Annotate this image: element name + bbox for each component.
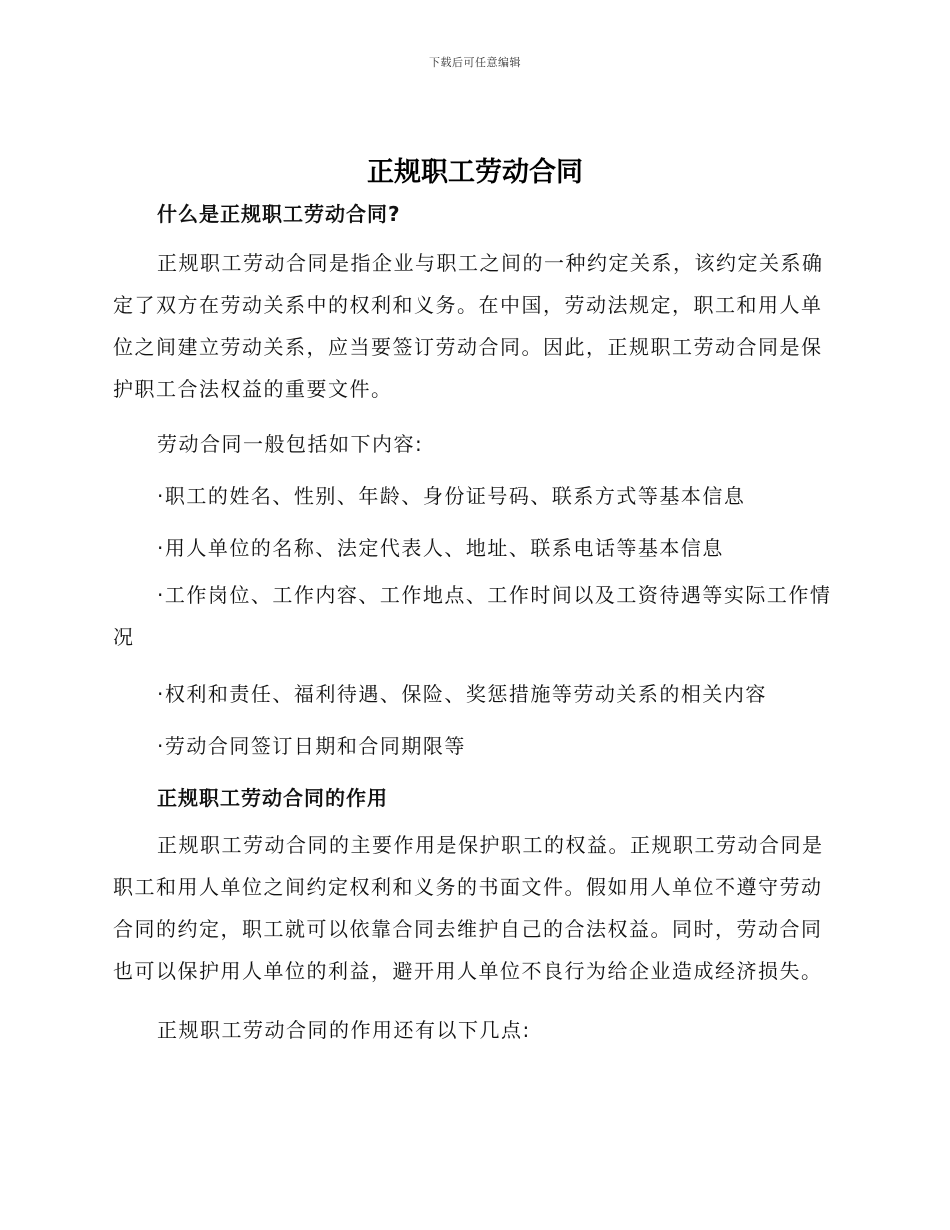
list-item: ·职工的姓名、性别、年龄、身份证号码、联系方式等基本信息 (157, 484, 746, 508)
intro-paragraph: 正规职工劳动合同是指企业与职工之间的一种约定关系，该约定关系确定了双方在劳动关系中的权利和义务。在中国，劳动法规定，职工和用人单位之间建立劳动关系，应当要签订劳动合同。因此，正规职工劳动合同是保护职工合法权益的重要文件。 (113, 251, 824, 401)
list-item: ·用人单位的名称、法定代表人、地址、联系电话等基本信息 (157, 536, 724, 560)
purpose-paragraph: 正规职工劳动合同的主要作用是保护职工的权益。正规职工劳动合同是职工和用人单位之间约定权利和义务的书面文件。假如用人单位不遵守劳动合同的约定，职工就可以依靠合同去维护自己的合法权益。同时，劳动合同也可以保护用人单位的利益，避开用人单位不良行为给企业造成经济损失。 (113, 833, 824, 983)
list-item: ·权利和责任、福利待遇、保险、奖惩措施等劳动关系的相关内容 (157, 682, 767, 706)
document-title: 正规职工劳动合同 (367, 157, 583, 188)
contract-contents-intro: 劳动合同一般包括如下内容: (157, 432, 424, 456)
section-heading-purpose: 正规职工劳动合同的作用 (157, 786, 388, 810)
list-item: ·工作岗位、工作内容、工作地点、工作时间以及工资待遇等实际工作情况 (113, 583, 832, 649)
list-item: ·劳动合同签订日期和合同期限等 (157, 734, 466, 758)
section-heading-what-is: 什么是正规职工劳动合同? (157, 202, 401, 226)
header-note: 下载后可任意编辑 (429, 56, 521, 69)
purpose-points-intro: 正规职工劳动合同的作用还有以下几点: (157, 1018, 531, 1042)
